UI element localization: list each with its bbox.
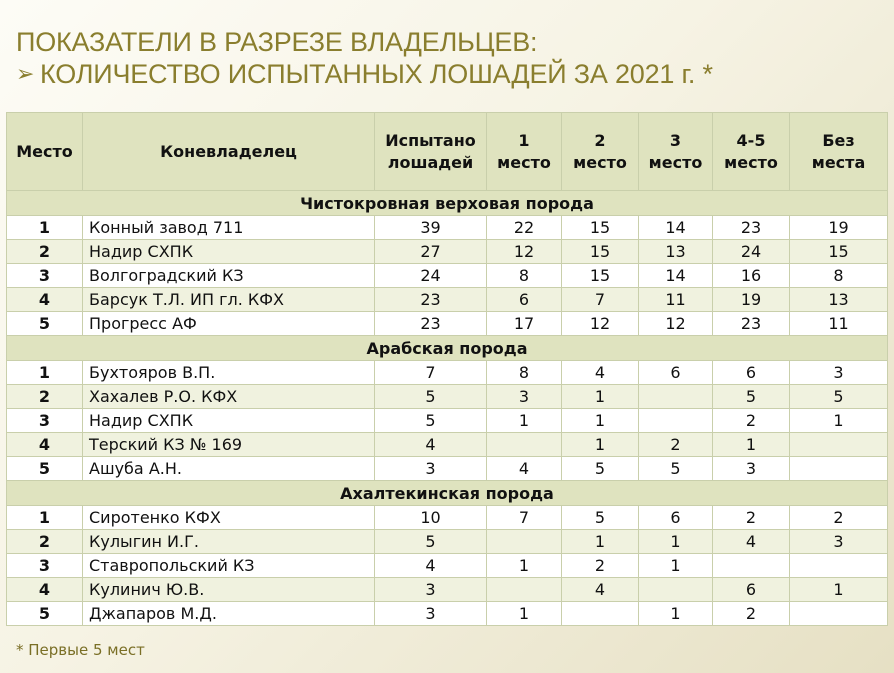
owner-cell: Конный завод 711: [83, 216, 375, 240]
value-cell: 3: [790, 361, 888, 385]
place-cell: 3: [7, 409, 83, 433]
section-header-row: [7, 481, 888, 506]
value-cell: 24: [375, 264, 487, 288]
value-cell: 23: [713, 216, 790, 240]
place-cell: 1: [7, 216, 83, 240]
value-cell: 1: [639, 530, 713, 554]
section-title: Чистокровная верховая порода: [7, 191, 888, 216]
value-cell: [790, 457, 888, 481]
value-cell: 15: [790, 240, 888, 264]
value-cell: 17: [487, 312, 562, 336]
value-cell: 3: [713, 457, 790, 481]
value-cell: 2: [790, 506, 888, 530]
table-row: [7, 216, 888, 240]
value-cell: 13: [790, 288, 888, 312]
owner-cell: Ставропольский КЗ: [83, 554, 375, 578]
table-row: [7, 409, 888, 433]
place-cell: 4: [7, 433, 83, 457]
section-header-row: [7, 191, 888, 216]
value-cell: [790, 602, 888, 626]
table-row: [7, 530, 888, 554]
value-cell: 23: [375, 312, 487, 336]
value-cell: 27: [375, 240, 487, 264]
value-cell: 3: [487, 385, 562, 409]
value-cell: 2: [713, 506, 790, 530]
title-line-2: КОЛИЧЕСТВО ИСПЫТАННЫХ ЛОШАДЕЙ ЗА 2021 г. *: [40, 59, 713, 89]
value-cell: [713, 554, 790, 578]
place-cell: 1: [7, 361, 83, 385]
value-cell: [487, 433, 562, 457]
owner-cell: Волгоградский КЗ: [83, 264, 375, 288]
column-header: Испытано лошадей: [375, 113, 487, 191]
value-cell: 1: [562, 530, 639, 554]
place-cell: 3: [7, 264, 83, 288]
value-cell: 6: [639, 506, 713, 530]
owner-cell: Кулинич Ю.В.: [83, 578, 375, 602]
value-cell: 1: [562, 385, 639, 409]
place-cell: 4: [7, 288, 83, 312]
value-cell: [487, 578, 562, 602]
value-cell: 3: [375, 578, 487, 602]
place-cell: 5: [7, 312, 83, 336]
value-cell: 5: [375, 530, 487, 554]
section-header-row: [7, 336, 888, 361]
value-cell: 8: [790, 264, 888, 288]
results-table: [6, 112, 888, 626]
value-cell: 39: [375, 216, 487, 240]
owner-cell: Терский КЗ № 169: [83, 433, 375, 457]
value-cell: 1: [790, 409, 888, 433]
table-row: [7, 457, 888, 481]
value-cell: 5: [790, 385, 888, 409]
value-cell: 23: [375, 288, 487, 312]
value-cell: 5: [562, 457, 639, 481]
value-cell: 6: [713, 361, 790, 385]
value-cell: 16: [713, 264, 790, 288]
value-cell: 1: [562, 409, 639, 433]
value-cell: 3: [790, 530, 888, 554]
value-cell: 2: [713, 409, 790, 433]
table-row: [7, 433, 888, 457]
value-cell: 4: [375, 554, 487, 578]
owner-cell: Ашуба А.Н.: [83, 457, 375, 481]
value-cell: 1: [790, 578, 888, 602]
value-cell: 1: [713, 433, 790, 457]
table-row: [7, 602, 888, 626]
value-cell: 5: [713, 385, 790, 409]
value-cell: 15: [562, 240, 639, 264]
place-cell: 2: [7, 385, 83, 409]
value-cell: 12: [639, 312, 713, 336]
value-cell: 6: [487, 288, 562, 312]
value-cell: 4: [713, 530, 790, 554]
value-cell: 8: [487, 264, 562, 288]
value-cell: 15: [562, 264, 639, 288]
value-cell: 1: [487, 409, 562, 433]
value-cell: 14: [639, 264, 713, 288]
owner-cell: Кулыгин И.Г.: [83, 530, 375, 554]
value-cell: 1: [487, 554, 562, 578]
value-cell: 1: [562, 433, 639, 457]
value-cell: 2: [713, 602, 790, 626]
value-cell: 19: [790, 216, 888, 240]
value-cell: 7: [375, 361, 487, 385]
value-cell: 1: [639, 602, 713, 626]
owner-cell: Прогресс АФ: [83, 312, 375, 336]
value-cell: [562, 602, 639, 626]
place-cell: 2: [7, 240, 83, 264]
footnote: * Первые 5 мест: [16, 641, 145, 659]
results-table-container: [6, 112, 887, 626]
table-row: [7, 578, 888, 602]
value-cell: 12: [562, 312, 639, 336]
owner-cell: Надир СХПК: [83, 409, 375, 433]
value-cell: 5: [639, 457, 713, 481]
owner-cell: Бухтояров В.П.: [83, 361, 375, 385]
table-row: [7, 240, 888, 264]
column-header: 4-5 место: [713, 113, 790, 191]
value-cell: 5: [375, 409, 487, 433]
table-row: [7, 361, 888, 385]
value-cell: 4: [562, 361, 639, 385]
value-cell: 1: [487, 602, 562, 626]
table-header-row: [7, 113, 888, 191]
value-cell: 15: [562, 216, 639, 240]
value-cell: 6: [713, 578, 790, 602]
value-cell: 7: [562, 288, 639, 312]
value-cell: 2: [639, 433, 713, 457]
value-cell: [639, 385, 713, 409]
value-cell: 24: [713, 240, 790, 264]
value-cell: 12: [487, 240, 562, 264]
owner-cell: Хахалев Р.О. КФХ: [83, 385, 375, 409]
value-cell: 13: [639, 240, 713, 264]
value-cell: [790, 554, 888, 578]
value-cell: 5: [375, 385, 487, 409]
table-row: [7, 554, 888, 578]
column-header: Коневладелец: [83, 113, 375, 191]
place-cell: 1: [7, 506, 83, 530]
page-title: [16, 26, 713, 90]
value-cell: 2: [562, 554, 639, 578]
place-cell: 4: [7, 578, 83, 602]
column-header: 2 место: [562, 113, 639, 191]
owner-cell: Сиротенко КФХ: [83, 506, 375, 530]
value-cell: 8: [487, 361, 562, 385]
column-header: Без места: [790, 113, 888, 191]
owner-cell: Барсук Т.Л. ИП гл. КФХ: [83, 288, 375, 312]
section-title: Арабская порода: [7, 336, 888, 361]
place-cell: 3: [7, 554, 83, 578]
value-cell: 19: [713, 288, 790, 312]
value-cell: [639, 409, 713, 433]
value-cell: 4: [375, 433, 487, 457]
value-cell: 22: [487, 216, 562, 240]
value-cell: 11: [639, 288, 713, 312]
table-body: [7, 191, 888, 626]
table-row: [7, 385, 888, 409]
column-header: 1 место: [487, 113, 562, 191]
owner-cell: Джапаров М.Д.: [83, 602, 375, 626]
value-cell: 6: [639, 361, 713, 385]
value-cell: 11: [790, 312, 888, 336]
column-header: 3 место: [639, 113, 713, 191]
value-cell: 4: [562, 578, 639, 602]
value-cell: [487, 530, 562, 554]
value-cell: 7: [487, 506, 562, 530]
value-cell: 1: [639, 554, 713, 578]
title-line-2-row: [16, 58, 713, 90]
section-title: Ахалтекинская порода: [7, 481, 888, 506]
table-row: [7, 288, 888, 312]
place-cell: 2: [7, 530, 83, 554]
value-cell: 3: [375, 602, 487, 626]
column-header: Место: [7, 113, 83, 191]
value-cell: 14: [639, 216, 713, 240]
value-cell: 3: [375, 457, 487, 481]
value-cell: [639, 578, 713, 602]
arrow-bullet-icon: ➢: [16, 61, 35, 86]
value-cell: 4: [487, 457, 562, 481]
owner-cell: Надир СХПК: [83, 240, 375, 264]
value-cell: 5: [562, 506, 639, 530]
table-row: [7, 312, 888, 336]
place-cell: 5: [7, 457, 83, 481]
value-cell: [790, 433, 888, 457]
table-row: [7, 264, 888, 288]
place-cell: 5: [7, 602, 83, 626]
table-row: [7, 506, 888, 530]
value-cell: 23: [713, 312, 790, 336]
value-cell: 10: [375, 506, 487, 530]
title-line-1: ПОКАЗАТЕЛИ В РАЗРЕЗЕ ВЛАДЕЛЬЦЕВ:: [16, 27, 538, 57]
